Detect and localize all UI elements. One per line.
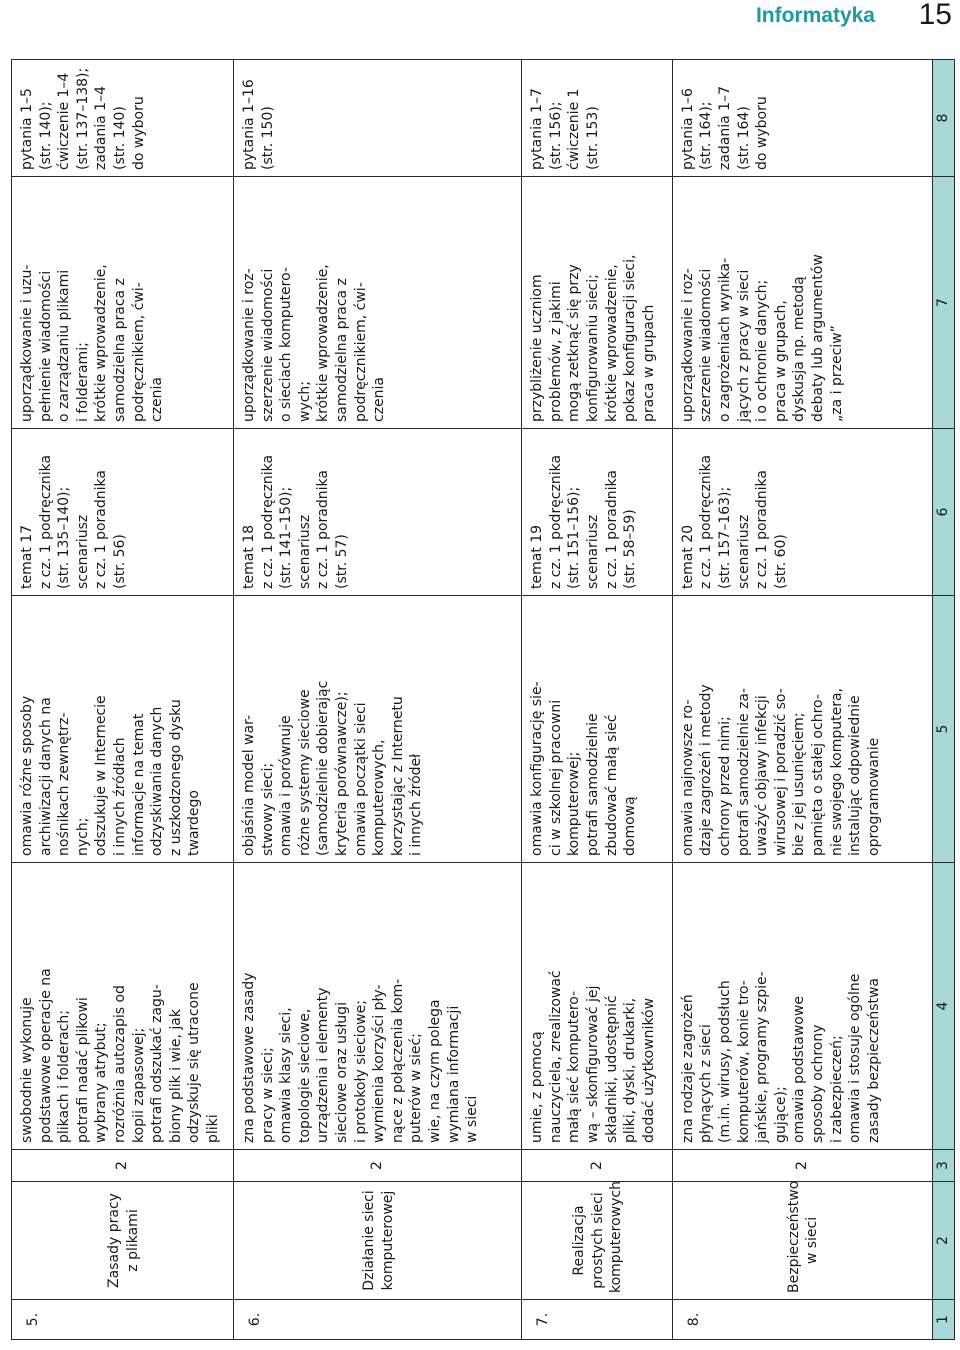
exercises-cell: pytania 1–16 (str. 150) — [234, 60, 522, 177]
lesson-topic: Bezpieczeństwo w sieci — [672, 1182, 932, 1300]
lesson-hours: 2 — [522, 1150, 673, 1182]
table-row — [672, 60, 932, 1340]
column-number: 5 — [932, 596, 954, 863]
table-row — [12, 60, 234, 1340]
materials-cell: temat 19 z cz. 1 podręcznika (str. 151–156); scenariusz z cz. 1 poradnika (str. 58–59) — [522, 429, 673, 596]
exercises-cell: pytania 1–7 (str. 156); ćwiczenie 1 (str. 153) — [522, 60, 673, 177]
basic-requirements-cell: zna podstawowe zasady pracy w sieci; omawia klasy sieci, topologie sieciowe, urządzenia i elementy sieciowe oraz usługi i protokoły sieciowe; wymienia korzyści pły- nące z połączenia kom- puterów w sieć; wie, na czym polega wymiana informacji w sieci — [234, 863, 522, 1150]
lesson-number: 5. — [12, 1300, 234, 1340]
materials-cell: temat 17 z cz. 1 podręcznika (str. 135–140); scenariusz z cz. 1 poradnika (str. 56) — [12, 429, 234, 596]
column-number: 6 — [932, 429, 954, 596]
column-number: 8 — [932, 60, 954, 177]
methods-cell: uporządkowanie i roz- szerzenie wiadomości o zagrożeniach wynika- jących z pracy w sieci i o ochronie danych; praca w grupach, dyskusja np. metodą debaty lub argumentów „za i przeciw” — [672, 177, 932, 429]
basic-requirements-cell: swobodnie wykonuje podstawowe operacje na plikach i folderach; potrafi nadać plikowi wybrany atrybut; rozróżnia autozapis od kopii zapasowej; potrafi odszukać zagu- biony plik i wie, jak odzyskuje się utracone pliki — [12, 863, 234, 1150]
table-row — [234, 60, 522, 1340]
lesson-topic: Zasady pracy z plikami — [12, 1182, 234, 1300]
extended-requirements-cell: omawia najnowsze ro- dzaje zagrożeń i metody ochrony przed nimi; potrafi samodzielnie za- uważyć objawy infekcji wirusowej i poradzić so- bie z jej usunięciem; pamięta o stałej ochro- nie swojego komputera, instalując odpowiednie oprogramowanie — [672, 596, 932, 863]
lesson-number: 6. — [234, 1300, 522, 1340]
subject-title: Informatyka — [755, 4, 875, 27]
materials-cell: temat 20 z cz. 1 podręcznika (str. 157–163); scenariusz z cz. 1 poradnika (str. 60) — [672, 429, 932, 596]
lesson-topic: Realizacja prostych sieci komputerowych — [522, 1182, 673, 1300]
page-number: 15 — [918, 0, 952, 31]
lesson-topic: Działanie sieci komputerowej — [234, 1182, 522, 1300]
column-number: 2 — [932, 1182, 954, 1300]
rotated-table-wrapper — [11, 60, 955, 1340]
table-row — [522, 60, 673, 1340]
extended-requirements-cell: omawia konfigurację sie- ci w szkolnej pracowni komputerowej; potrafi samodzielnie zbudować małą sieć domową — [522, 596, 673, 863]
basic-requirements-cell: umie, z pomocą nauczyciela, zrealizować małą sieć komputero- wą – skonfigurować jej składniki, udostępnić pliki, dyski, drukarki, dodać użytkowników — [522, 863, 673, 1150]
column-number-row — [932, 60, 954, 1340]
methods-cell: uporządkowanie i roz- szerzenie wiadomości o sieciach komputero- wych; krótkie wprowadzenie, samodzielna praca z podręcznikiem, ćwi- czenia — [234, 177, 522, 429]
column-number: 1 — [932, 1300, 954, 1340]
lesson-number: 7. — [522, 1300, 673, 1340]
column-number: 4 — [932, 863, 954, 1150]
basic-requirements-cell: zna rodzaje zagrożeń płynących z sieci (m.in. wirusy, podsłuch komputerów, konie tro- jańskie, programy szpie- gujące); omawia podstawowe sposoby ochrony i zabezpieczeń; omawia i stosuje ogólne zasady bezpieczeństwa — [672, 863, 932, 1150]
column-number: 7 — [932, 177, 954, 429]
lesson-hours: 2 — [672, 1150, 932, 1182]
exercises-cell: pytania 1–6 (str. 164); zadania 1–7 (str. 164) do wyboru — [672, 60, 932, 177]
lesson-hours: 2 — [12, 1150, 234, 1182]
exercises-cell: pytania 1–5 (str. 140); ćwiczenie 1–4 (str. 137–138); zadania 1–4 (str. 140) do wyboru — [12, 60, 234, 177]
lesson-number: 8. — [672, 1300, 932, 1340]
extended-requirements-cell: omawia różne sposoby archiwizacji danych na nośnikach zewnętrz- nych; odszukuje w Internecie i innych źródłach informacje na temat odzyskiwania danych z uszkodzonego dysku twardego — [12, 596, 234, 863]
methods-cell: uporządkowanie i uzu- pełnienie wiadomości o zarządzaniu plikami i folderami; krótkie wprowadzenie, samodzielna praca z podręcznikiem, ćwi- czenia — [12, 177, 234, 429]
curriculum-table — [11, 59, 955, 1340]
lesson-hours: 2 — [234, 1150, 522, 1182]
materials-cell: temat 18 z cz. 1 podręcznika (str. 141–150); scenariusz z cz. 1 poradnika (str. 57) — [234, 429, 522, 596]
column-number: 3 — [932, 1150, 954, 1182]
extended-requirements-cell: objaśnia model war- stwowy sieci; omawia i porównuje różne systemy sieciowe (samodzielnie dobierając kryteria porównawcze); omawia początki sieci komputerowych, korzystając z Internetu i innych źródeł — [234, 596, 522, 863]
methods-cell: przybliżenie uczniom problemów, z jakimi mogą zetknąć się przy konfigurowaniu sieci; krótkie wprowadzenie, pokaz konfiguracji sieci, praca w grupach — [522, 177, 673, 429]
